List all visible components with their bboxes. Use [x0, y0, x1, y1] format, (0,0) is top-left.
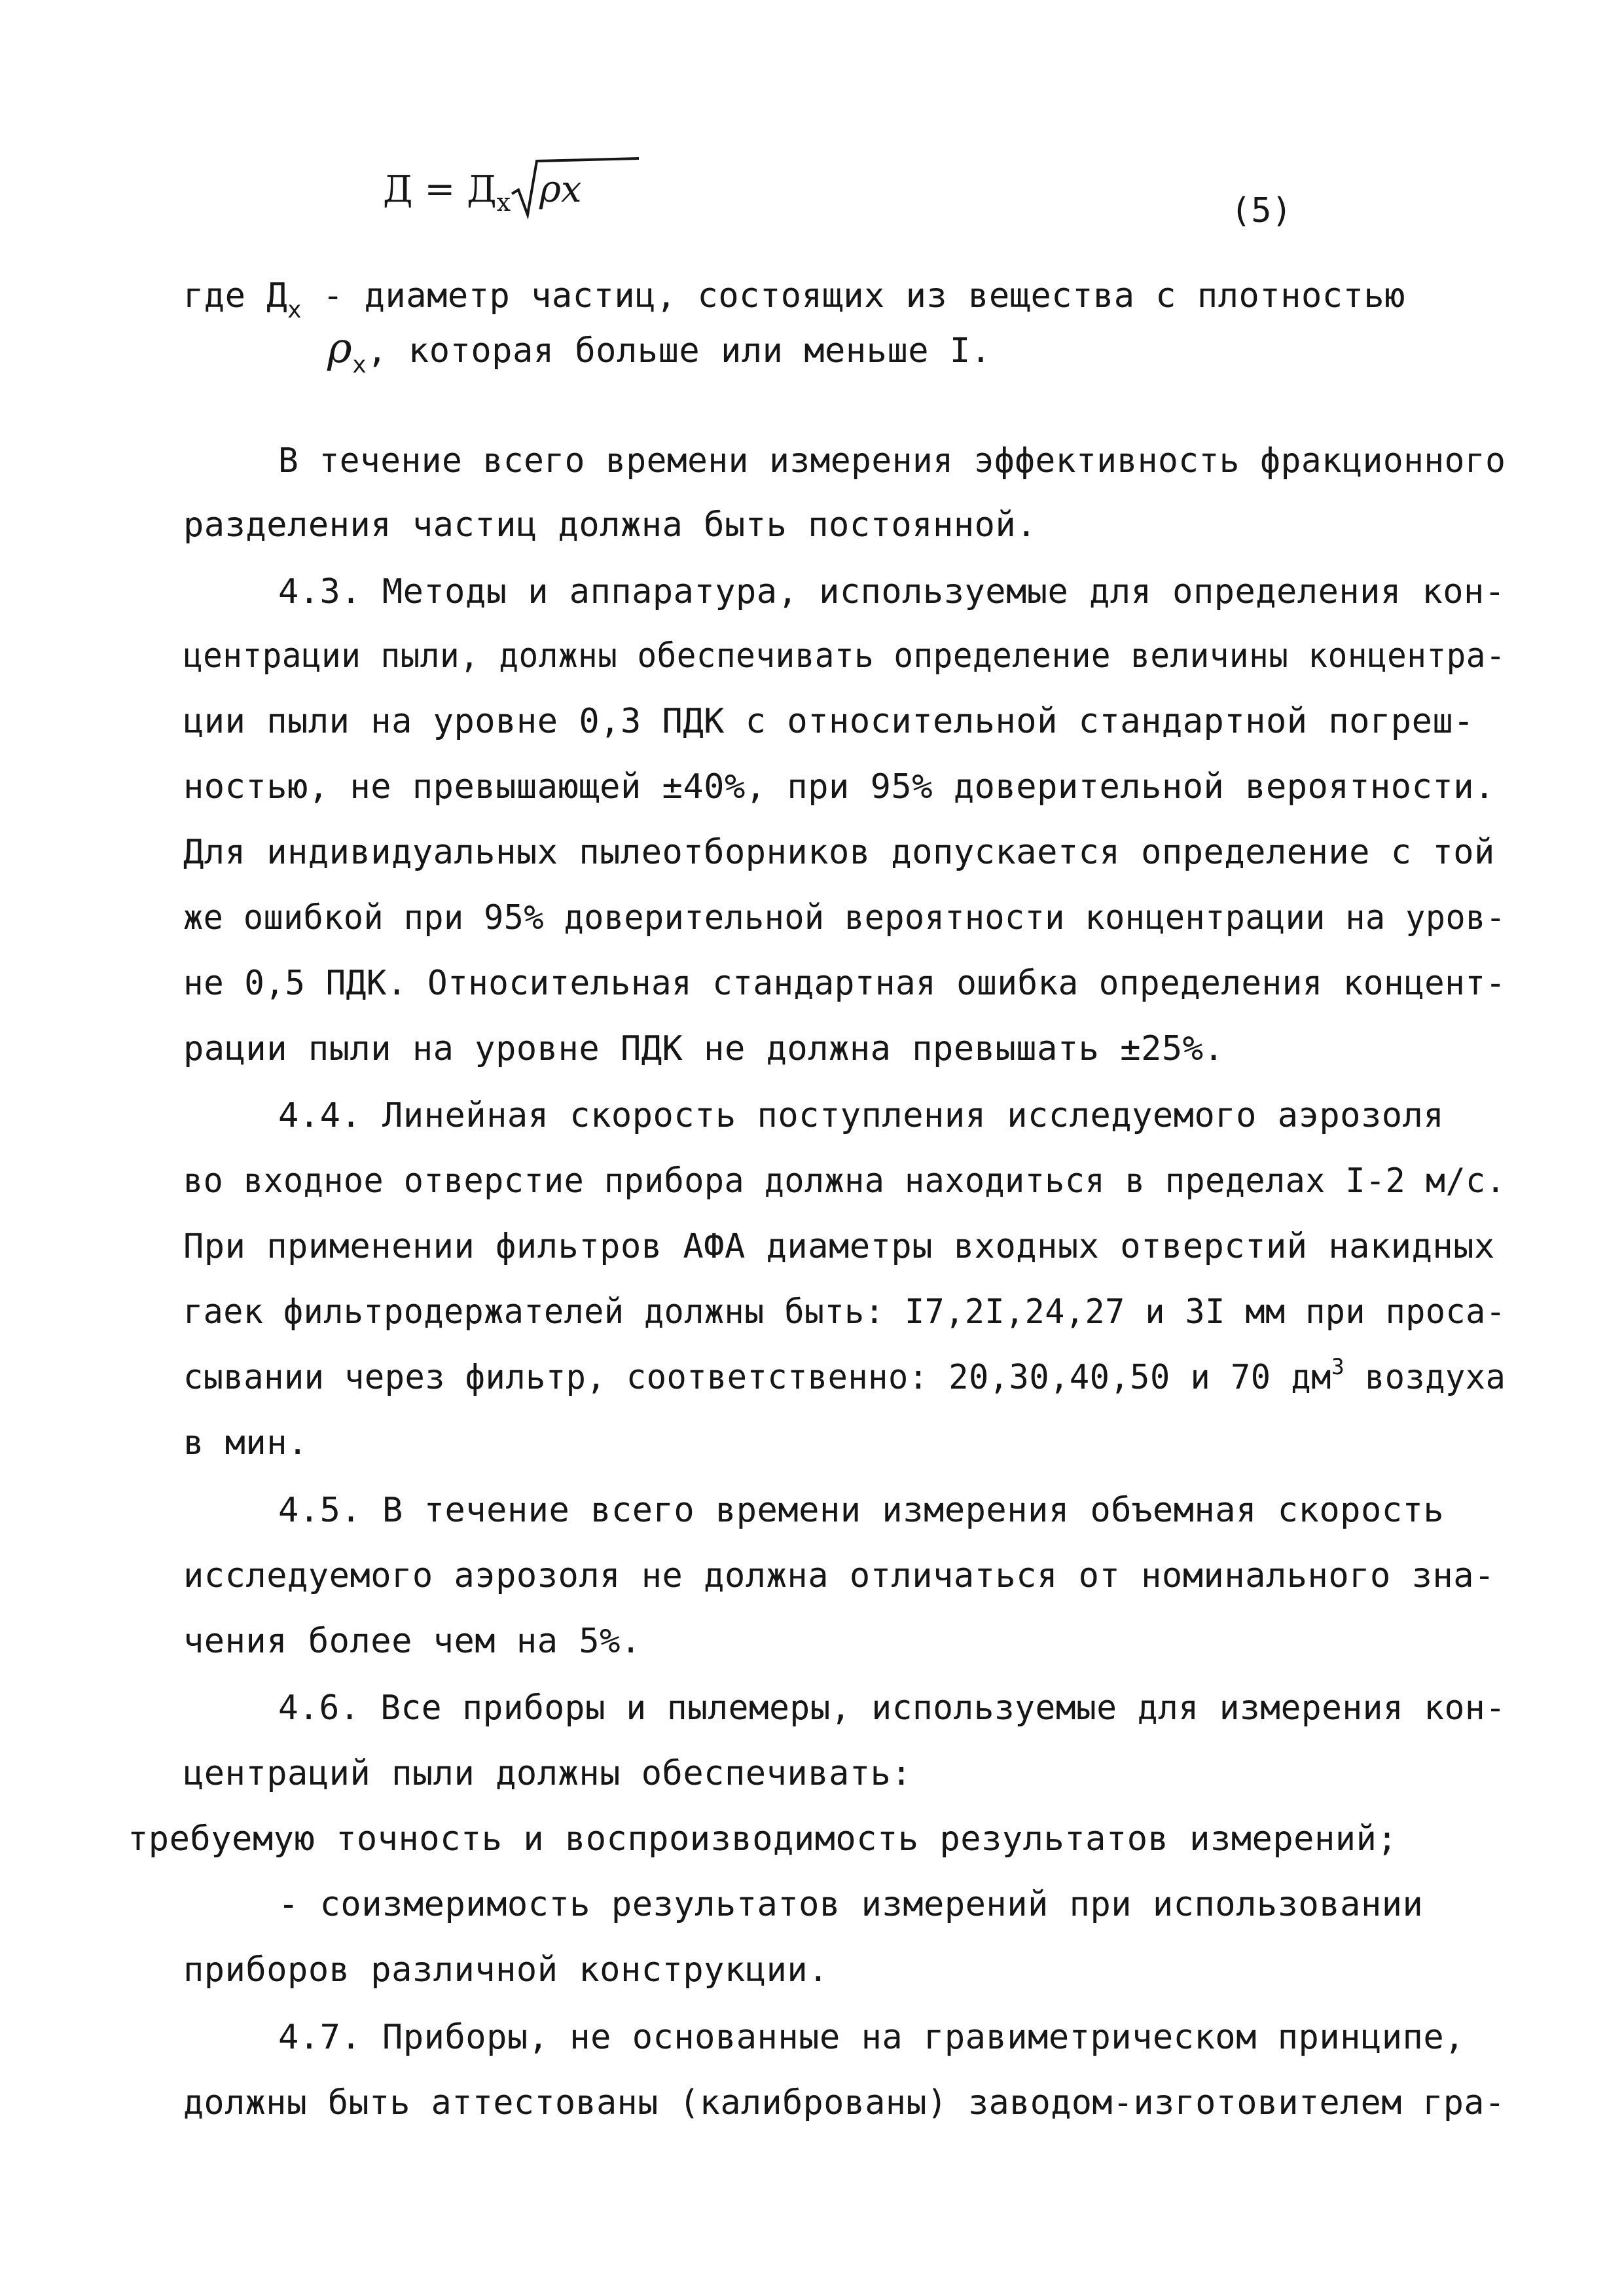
- definition-prefix: где Д: [183, 276, 288, 316]
- density-symbol: ρ: [327, 324, 353, 373]
- formula-radicand: ρx: [539, 168, 582, 211]
- paragraph-line: 4.4. Линейная скорость поступления исследуемого аэрозоля: [278, 1096, 1445, 1135]
- paragraph-line: приборов различной конструкции.: [183, 1950, 829, 1990]
- formula-lhs: Д: [383, 168, 413, 211]
- paragraph-line: ностью, не превышающей ±40%, при 95% доверительной вероятности.: [183, 767, 1495, 807]
- paragraph-line: во входное отверстие прибора должна находиться в пределах I-2 м/с.: [183, 1161, 1506, 1201]
- definition-text: - диаметр частиц, состоящих из вещества с плотностью: [302, 276, 1405, 316]
- definition-text-2: , которая больше или меньше I.: [367, 331, 992, 371]
- cubic-superscript: 3: [1331, 1354, 1345, 1380]
- paragraph-line: центраций пыли должны обеспечивать:: [183, 1754, 912, 1793]
- paragraph-line: [183, 1354, 1506, 1398]
- paragraph-line: При применении фильтров АФА диаметры входных отверстий накидных: [183, 1227, 1495, 1266]
- formula-equals: =: [424, 168, 456, 211]
- paragraph-line: исследуемого аэрозоля не должна отличаться от номинального зна-: [183, 1556, 1495, 1595]
- volume-text: сывании через фильтр, соответственно: 20,30,40,50 и 70 дм: [183, 1358, 1331, 1397]
- paragraph-line: не 0,5 ПДК. Относительная стандартная ошибка определения концент-: [183, 964, 1506, 1003]
- volume-text-end: воздуха: [1344, 1358, 1506, 1397]
- paragraph-line: же ошибкой при 95% доверительной вероятности концентрации на уров-: [183, 898, 1506, 938]
- density-subscript: х: [352, 352, 367, 378]
- paragraph-line: требуемую точность и воспроизводимость результатов измерений;: [128, 1819, 1398, 1859]
- definition-line-2: [327, 324, 992, 386]
- formula-base-subscript: х: [496, 188, 511, 217]
- paragraph-line: 4.6. Все приборы и пылемеры, используемые для измерения кон-: [278, 1688, 1506, 1728]
- paragraph-line: центрации пыли, должны обеспечивать определение величины концентра-: [183, 636, 1506, 676]
- radical-sign-icon: [511, 157, 641, 220]
- formula-base: Д: [467, 168, 497, 211]
- paragraph-line: чения более чем на 5%.: [183, 1622, 641, 1661]
- formula-5: [383, 164, 591, 228]
- paragraph-line: 4.5. В течение всего времени измерения объемная скорость: [278, 1491, 1445, 1530]
- paragraph-line: разделения частиц должна быть постоянной.: [183, 505, 1038, 545]
- paragraph-line: гаек фильтродержателей должны быть: I7,2I,24,27 и 3I мм при проса-: [183, 1292, 1506, 1332]
- paragraph-line: в мин.: [183, 1423, 308, 1463]
- paragraph-line: В течение всего времени измерения эффективность фракционного: [278, 441, 1506, 481]
- square-root: [511, 164, 591, 216]
- list-item: - соизмеримость результатов измерений при использовании: [278, 1885, 1424, 1924]
- equation-number: (5): [1231, 191, 1292, 230]
- definition-subscript: х: [287, 297, 302, 323]
- paragraph-line: ции пыли на уровне 0,3 ПДК с относительной стандартной погреш-: [183, 702, 1475, 741]
- paragraph-line: Для индивидуальных пылеотборников допускается определение с той: [183, 833, 1495, 872]
- definition-line-1: [183, 275, 1405, 331]
- paragraph-line: 4.3. Методы и аппаратура, используемые для определения кон-: [278, 572, 1506, 611]
- paragraph-line: рации пыли на уровне ПДК не должна превышать ±25%.: [183, 1029, 1225, 1068]
- paragraph-line: 4.7. Приборы, не основанные на гравиметрическом принципе,: [278, 2018, 1465, 2057]
- paragraph-line: должны быть аттестованы (калиброваны) заводом-изготовителем гра-: [183, 2083, 1506, 2123]
